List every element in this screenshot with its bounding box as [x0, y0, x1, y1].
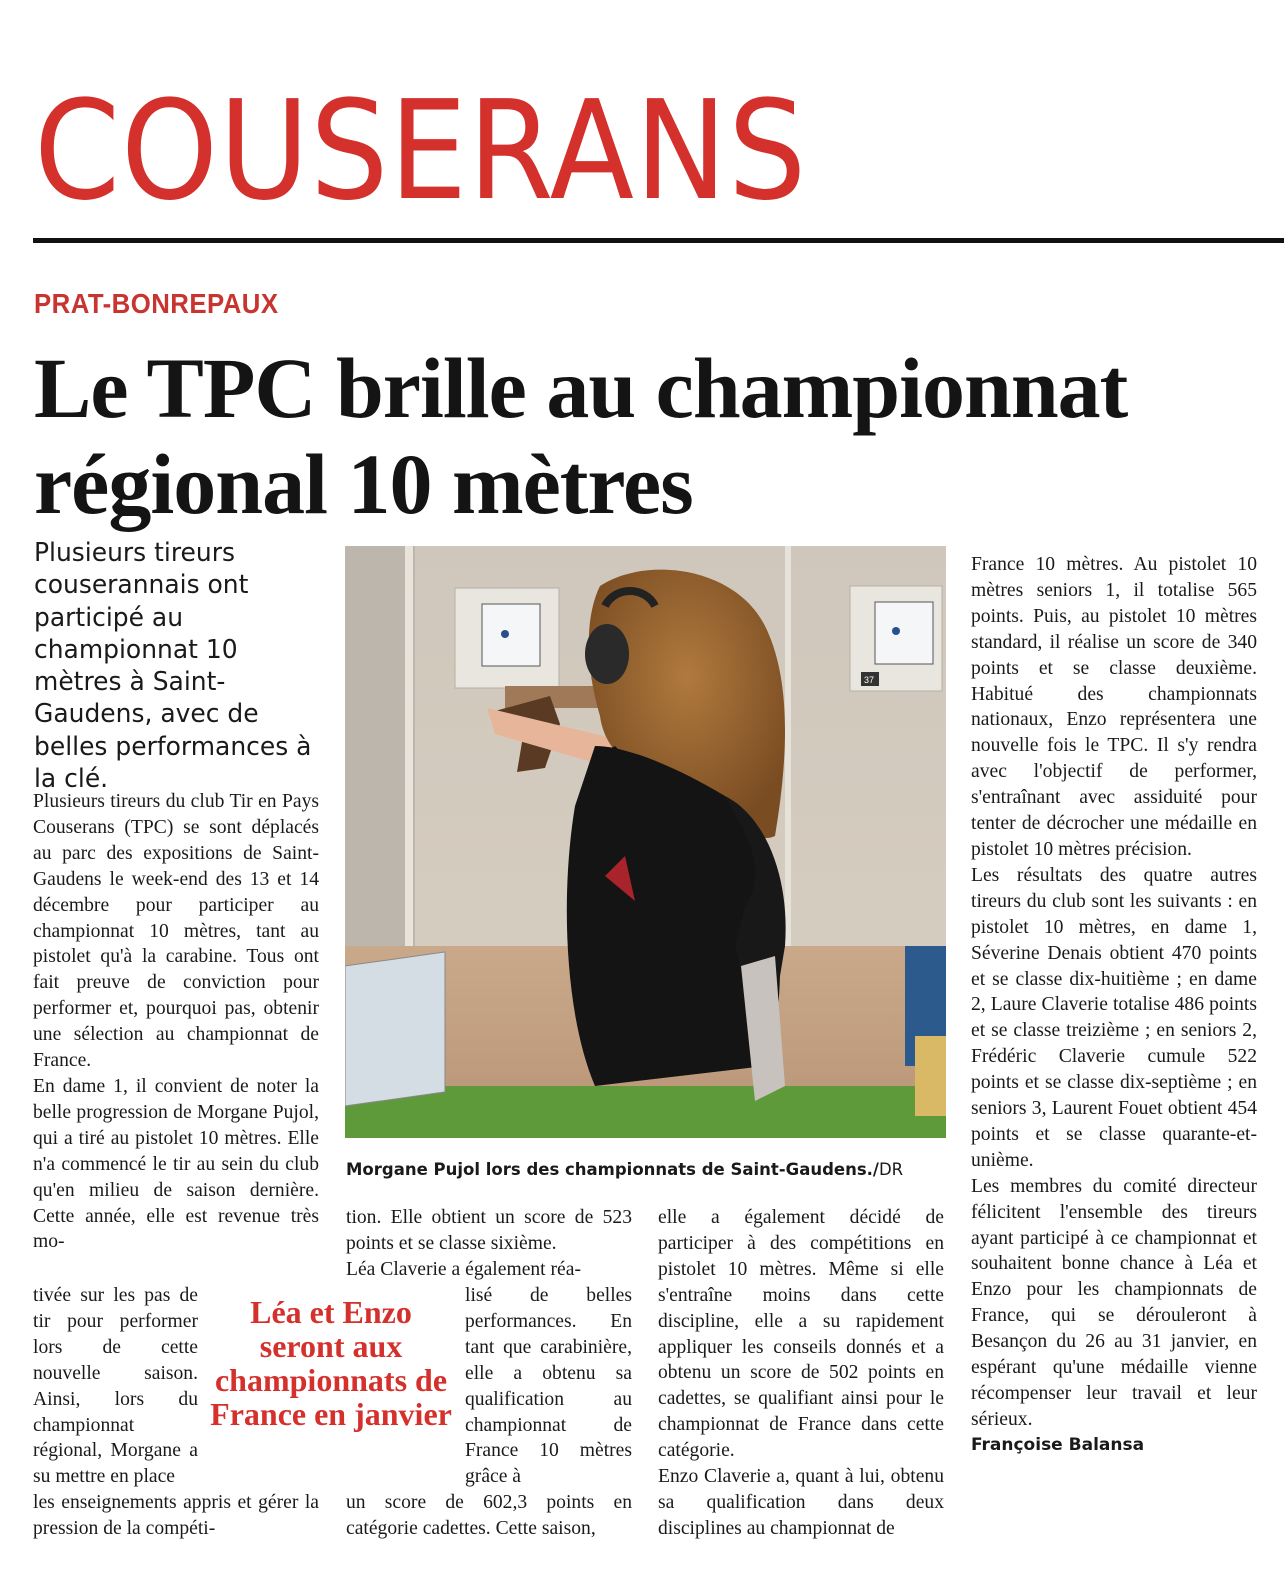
- author-signature: Françoise Balansa: [971, 1434, 1145, 1455]
- article-column-2-bottom: [346, 1490, 632, 1542]
- paragraph-other-results: Les résultats des quatre autres tireurs du club sont les suivants : en pistolet 10 mètres, en dame 1, Séverine Denais obtient 470 points et se classe dix-huitième ; en dame 2, Laure Claverie totalise 486 points et se classe treizième ; en seniors 2, Frédéric Claverie cumule 522 points et se classe dix-septième ; en seniors 3, Laurent Fouet obtient 454 points et se classe quarante-et-unième.: [971, 864, 1257, 1171]
- paragraph-lea-pistol: elle a également décidé de participer à des compétitions en pistolet 10 mètres. Même si elle s'entraîne moins dans cette discipline, elle a su rapidement appliquer les conseils donnés et a obtenu un score de 502 points en cadettes, se qualifiant ainsi pour le championnat de France dans cette catégorie.: [658, 1207, 944, 1462]
- paragraph-morgane-end: les enseignements appris et gérer la pression de la compéti-: [33, 1492, 319, 1539]
- paragraph-intro: Plusieurs tireurs du club Tir en Pays Couserans (TPC) se sont déplacés au parc des expositions de Saint-Gaudens le week-end des 13 et 14 décembre pour participer au championnat 10 mètres, tant au pistolet qu'à la carabine. Tous ont fait preuve de conviction pour performer et, pourquoi pas, obtenir une sélection au championnat de France.: [33, 791, 319, 1072]
- chapo-lead: Plusieurs tireurs couserannais ont participé au championnat 10 mètres à Saint-Gaudens, avec de belles performances à la clé.: [34, 538, 312, 795]
- article-column-2-narrow: [465, 1283, 632, 1490]
- caption-text: Morgane Pujol lors des championnats de Saint-Gaudens./: [346, 1160, 879, 1179]
- paragraph-lea-narrow: lisé de belles performances. En tant que carabinière, elle a obtenu sa qualification au championnat de France 10 mètres grâce à: [465, 1285, 632, 1488]
- article-column-2-top: [346, 1205, 632, 1283]
- headline-line-2: régional 10 mètres: [34, 436, 693, 532]
- article-column-1-narrow: [33, 1283, 198, 1490]
- headline-line-1: Le TPC brille au championnat: [34, 340, 1128, 436]
- paragraph-morgane-start: En dame 1, il convient de noter la belle progression de Morgane Pujol, qui a tiré au pistolet 10 mètres. Elle n'a commencé le tir au sein du club qu'en milieu de saison dernière. Cette année, elle est revenue très mo-: [33, 1075, 319, 1253]
- paragraph-congratulations: Les membres du comité directeur félicitent l'ensemble des tireurs ayant participé à ce championnat et souhaitent bonne chance à Léa et Enzo pour les championnats de France, qui se dérouleront à Besançon du 26 au 31 janvier, en espérant qu'une médaille vienne récompenser leur travail et leur sérieux.: [971, 1175, 1257, 1430]
- target-number: 37: [864, 675, 875, 685]
- article-column-1: [33, 789, 319, 1255]
- section-rule: [33, 238, 1284, 243]
- article-photo: [345, 546, 946, 1138]
- article-column-4: [971, 552, 1257, 1459]
- paragraph-enzo-start: Enzo Claverie a, quant à lui, obtenu sa qualification dans deux disciplines au championnat de: [658, 1466, 944, 1539]
- article-column-3: [658, 1205, 944, 1542]
- kicker-location: PRAT-BONREPAUX: [34, 288, 279, 319]
- caption-credit: DR: [878, 1160, 904, 1179]
- photo-caption: [346, 1160, 946, 1179]
- paragraph-lea-start: Léa Claverie a également réa-: [346, 1258, 581, 1280]
- paragraph-morgane-result: tion. Elle obtient un score de 523 points et se classe sixième.: [346, 1207, 632, 1254]
- paragraph-enzo-results: France 10 mètres. Au pistolet 10 mètres seniors 1, il totalise 565 points. Puis, au pistolet 10 mètres standard, il réalise un score de 340 points et se classe deuxième. Habitué des championnats nationaux, Enzo représentera une nouvelle fois le TPC. Il s'y rendra avec l'objectif de performer, s'entraînant avec assiduité pour tenter de décrocher une médaille en pistolet 10 mètres précision.: [971, 554, 1257, 860]
- paragraph-lea-score: un score de 602,3 points en catégorie cadettes. Cette saison,: [346, 1492, 632, 1539]
- headline: [34, 340, 1274, 532]
- pull-quote: Léa et Enzo seront aux championnats de France en janvier: [210, 1294, 452, 1432]
- article-column-1-bottom: [33, 1490, 319, 1542]
- paragraph-morgane-narrow: tivée sur les pas de tir pour performer lors de cette nouvelle saison. Ainsi, lors du championnat régional, Morgane a su mettre en place: [33, 1285, 198, 1488]
- section-title: COUSERANS: [34, 72, 808, 231]
